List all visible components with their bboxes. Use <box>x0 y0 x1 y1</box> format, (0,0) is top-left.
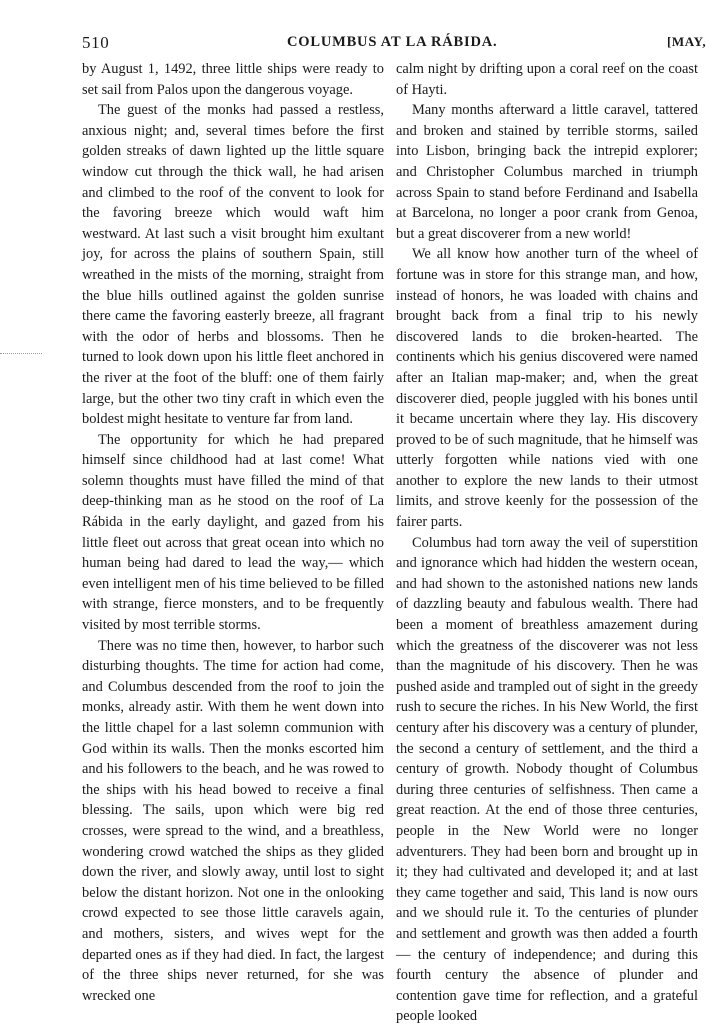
right-column <box>396 59 698 1027</box>
paragraph: by August 1, 1492, three little ships were ready to set sail from Palos upon the dangerous voyage. <box>82 61 384 98</box>
page-header <box>82 33 709 55</box>
paragraph: The guest of the monks had passed a restless, anxious night; and, several times before the first golden streaks of dawn lighted up the little square window cut through the thick wall, he had arisen and climbed to the roof of the convent to look for the favoring breeze which would waft him westward. At last such a visit brought him exultant joy, for across the plains of southern Spain, still wreathed in the mists of the morning, straight from the blue hills outlined against the golden sunrise there came the favoring easterly breeze, all fragrant with the odor of herbs and blossoms. Then he turned to look down upon his little fleet anchored in the river at the foot of the bluff: one of them fairly large, but the other two tiny craft in which even the boldest might hesitate to venture far from land. <box>82 102 384 428</box>
paragraph: We all know how another turn of the wheel of fortune was in store for this strange man, and how, instead of honors, he was loaded with chains and brought back from a final trip to his newly discovered lands to die broken-hearted. The continents which his genius discovered were named after an Italian map-maker; and, when the great discoverer died, people juggled with his bones until it became uncertain where they lay. His discovery proved to be of such magnitude, that he himself was utterly forgotten while nations vied with one another to explore the new lands to their utmost limits, and strove keenly for the possession of the fairer parts. <box>396 246 698 531</box>
paragraph: Many months afterward a little caravel, tattered and broken and stained by terrible storms, sailed into Lisbon, bringing back the intrepid explorer; and Christopher Columbus marched in triumph across Spain to stand before Ferdinand and Isabella at Barcelona, no longer a poor crank from Genoa, but a great discoverer from a new world! <box>396 102 698 242</box>
page-number: 510 <box>82 33 110 52</box>
left-column <box>82 59 384 1006</box>
paragraph: The opportunity for which he had prepared himself since childhood had at last come! What solemn thoughts must have filled the mind of that deep-thinking man as he stood on the roof of La Rábida in the early daylight, and gazed from his little fleet out across that great ocean into which no human being had dared to lead the way,— which even intelligent men of his time believed to be filled with strange, fierce monsters, and to be frequently visited by most terrible storms. <box>82 431 384 634</box>
margin-mark <box>0 353 42 354</box>
paragraph: There was no time then, however, to harbor such disturbing thoughts. The time for action had come, and Columbus descended from the roof to join the monks, already astir. With them he went down into the little chapel for a last solemn communion with God within its walls. Then the monks escorted him and his followers to the beach, and he was rowed to the ships with his head bowed to receive a final blessing. The sails, upon which were big red crosses, were spread to the wind, and a breathless, wondering crowd watched the ships as they glided down the river, and slowly away, until lost to sight below the distant horizon. Not one in the onlooking crowd expected to see those little caravels again, and mothers, sisters, and wives wept for the departed ones as if they had died. In fact, the largest of the three ships never returned, for she was wrecked one <box>82 637 384 1004</box>
paragraph: calm night by drifting upon a coral reef on the coast of Hayti. <box>396 61 698 98</box>
running-title: COLUMBUS AT LA RÁBIDA. <box>287 34 498 50</box>
paragraph: Columbus had torn away the veil of superstition and ignorance which had hidden the western ocean, and had shown to the astonished nations new lands of dazzling beauty and fabulous wealth. There had been a moment of breathless amazement during which the greatness of the discoverer was not less than the magnitude of his discovery. Then he was pushed aside and trampled out of sight in the greedy rush to secure the riches. In his New World, the first century after his discovery was a century of plunder, the second a century of settlement, and the third a century of growth. Nobody thought of Columbus during three centuries of selfishness. Then came a great reaction. At the end of those three centuries, people in the New World were no longer adventurers. They had been born and brought up in it; they had cultivated and developed it; and at last they came together and said, This land is now ours and we should rule it. To the centuries of plunder and settlement and growth was then added a fourth — the century of independence; and during this fourth century the absence of plunder and contention gave time for reflection, and a grateful people looked <box>396 534 698 1025</box>
running-month: [MAY, <box>667 34 707 49</box>
